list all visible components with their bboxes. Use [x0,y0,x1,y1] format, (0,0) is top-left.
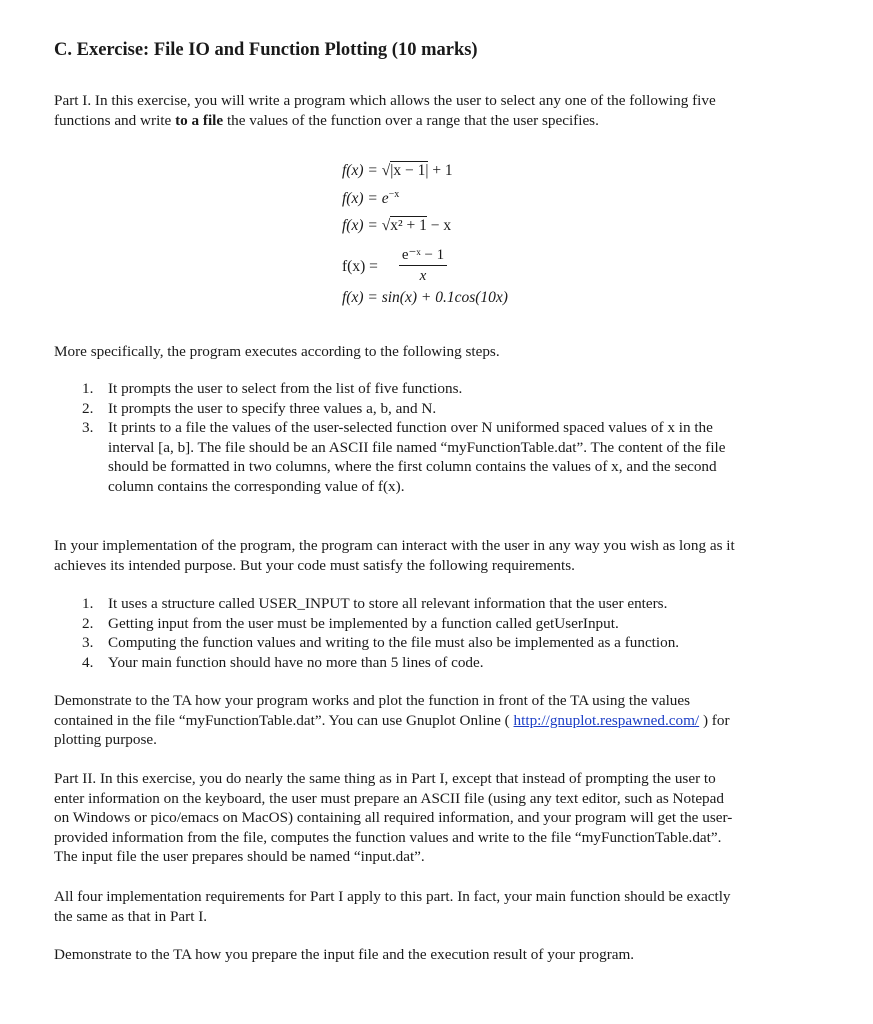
demo-line-2: contained in the file “myFunctionTable.dat”. You can use Gnuplot Online ( http://gnuplot.respawned.com/ ) for [54,711,730,729]
part1-intro [54,91,829,130]
equation-1: f(x) = √|x − 1| + 1 [342,162,453,179]
list-item: 3. Computing the function values and writing to the file must also be implemented as a function. [82,634,680,651]
list-item: 1. It prompts the user to select from the list of five functions. [82,380,463,397]
bold-to-a-file: to a file [175,111,224,129]
steps-intro: More specifically, the program executes according to the following steps. [54,343,500,360]
sqrt-sign-2: √x² + 1 [381,217,427,234]
equation-5: f(x) = sin(x) + 0.1cos(10x) [342,289,508,306]
fraction-denominator: x [419,268,427,284]
list-item: 1. It uses a structure called USER_INPUT to store all relevant information that the user enters. [82,595,668,612]
all-four-paragraph: All four implementation requirements for Part I apply to this part. In fact, your main function should be exactly the same as that in Part I. [54,888,731,925]
demo-paragraph-1: Demonstrate to the TA how your program works and plot the function in front of the TA using the values contained in the file “myFunctionTable.dat”. You can use Gnuplot Online ( http://gnuplot.respawned.com/ ) for plotting purpose. [54,691,829,750]
list-item: 2. Getting input from the user must be implemented by a function called getUserInput. [82,614,619,632]
gnuplot-link[interactable]: http://gnuplot.respawned.com/ [513,711,700,729]
list-item: 4. Your main function should have no more than 5 lines of code. [82,653,484,671]
steps-list [54,379,726,496]
sqrt-sign: √|x − 1| [381,162,429,179]
list-item: 2. It prompts the user to specify three values a, b, and N. [82,399,437,417]
equation-3: f(x) = √x² + 1 − x [342,217,452,234]
fraction-numerator: e⁻ˣ − 1 [401,247,445,263]
requirements-list [54,594,679,672]
part1-intro-line2: functions and write to a file the values of the function over a range that the user specifies. [54,111,599,129]
equation-4-fraction [398,245,448,286]
part2-paragraph: Part II. In this exercise, you do nearly the same thing as in Part I, except that instead of prompting the user to enter information on the keyboard, the user must prepare an ASCII file (using any text editor, such as Notepad on Windows or pico/emacs on MacOS) containing all required information, and your program will get the user- provided information from the file, computes the function values and write to the file “myFunctionTable.dat”. The input file the user prepares should be named “input.dat”. [54,770,733,865]
part1-intro-line1: Part I. In this exercise, you will write a program which allows the user to select any one of the following five [54,92,716,109]
equation-4-lhs: f(x) = [342,258,378,275]
list-item: 3. It prints to a file the values of the user-selected function over N uniformed spaced values of x in the interval [a, b]. The file should be an ASCII file named “myFunctionTable.dat”. The content of the file should be formatted in two columns, where the first column contains the values of x, and the second column contains the corresponding value of f(x). [82,419,726,495]
equation-2: $f(x) = e^{-x}$ [342,189,400,208]
exercise-title: C. Exercise: File IO and Function Plotting (10 marks) [54,40,478,60]
implementation-intro: In your implementation of the program, the program can interact with the user in any way you wish as long as it achieves its intended purpose. But your code must satisfy the following requirements. [54,537,735,574]
demo-paragraph-2: Demonstrate to the TA how you prepare the input file and the execution result of your program. [54,946,635,963]
